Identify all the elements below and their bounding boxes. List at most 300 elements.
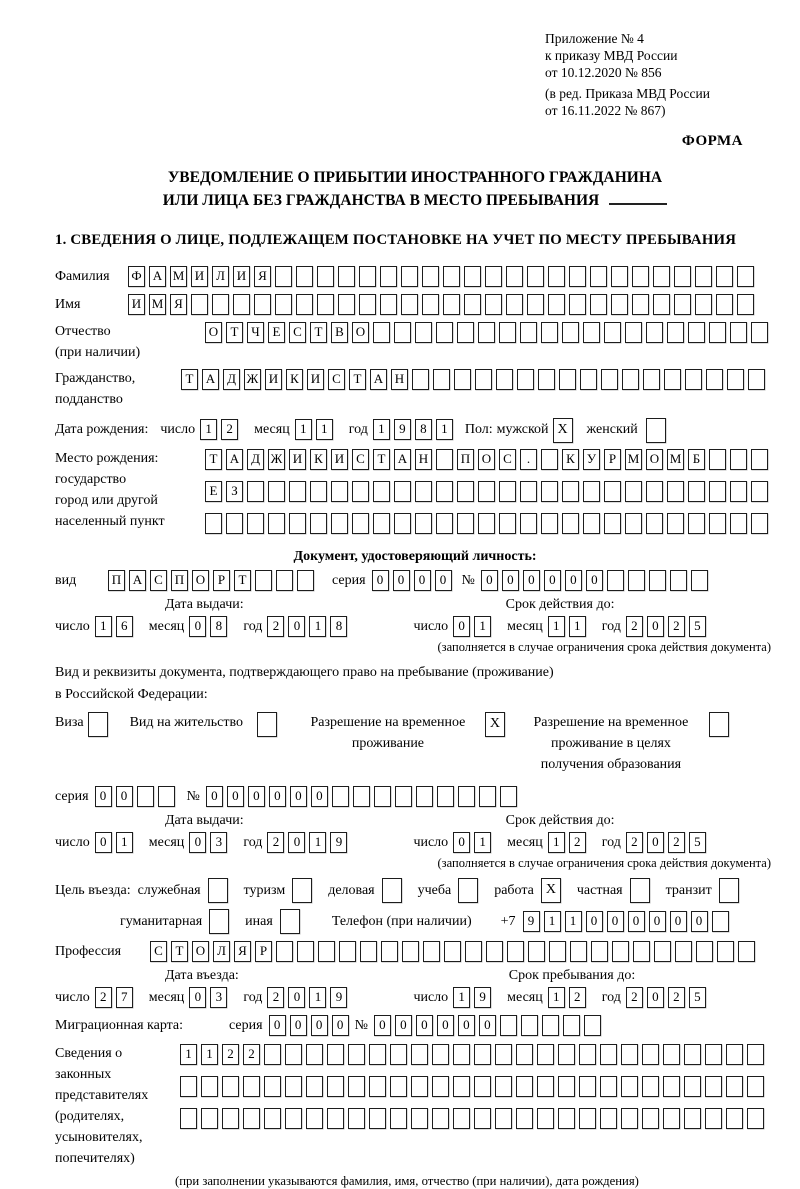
form-cell[interactable]: М bbox=[149, 294, 166, 315]
form-cell[interactable] bbox=[297, 941, 314, 962]
form-cell[interactable] bbox=[621, 1076, 638, 1097]
form-cell[interactable] bbox=[642, 1108, 659, 1129]
form-cell[interactable]: 0 bbox=[290, 786, 307, 807]
form-cell[interactable] bbox=[359, 266, 376, 287]
form-cell[interactable]: 0 bbox=[453, 832, 470, 853]
form-cell[interactable] bbox=[558, 1044, 575, 1065]
residence-expiry-year-input[interactable] bbox=[626, 831, 710, 854]
form-cell[interactable] bbox=[579, 1044, 596, 1065]
form-cell[interactable]: О bbox=[192, 941, 209, 962]
form-cell[interactable] bbox=[352, 481, 369, 502]
form-cell[interactable] bbox=[226, 513, 243, 534]
form-cell[interactable] bbox=[443, 266, 460, 287]
form-cell[interactable]: П bbox=[457, 449, 474, 470]
doc-series-input[interactable] bbox=[372, 569, 456, 592]
form-cell[interactable]: Я bbox=[170, 294, 187, 315]
form-cell[interactable] bbox=[562, 513, 579, 534]
given-name-input[interactable] bbox=[128, 293, 758, 316]
form-cell[interactable]: 0 bbox=[206, 786, 223, 807]
form-cell[interactable] bbox=[479, 786, 496, 807]
form-cell[interactable] bbox=[457, 513, 474, 534]
form-cell[interactable]: С bbox=[289, 322, 306, 343]
form-cell[interactable]: 0 bbox=[523, 570, 540, 591]
form-cell[interactable]: 3 bbox=[210, 832, 227, 853]
form-cell[interactable]: 1 bbox=[436, 419, 453, 440]
form-cell[interactable]: Т bbox=[226, 322, 243, 343]
form-cell[interactable] bbox=[579, 1108, 596, 1129]
form-cell[interactable] bbox=[604, 322, 621, 343]
form-cell[interactable] bbox=[717, 941, 734, 962]
form-cell[interactable] bbox=[88, 712, 108, 737]
form-cell[interactable] bbox=[443, 294, 460, 315]
form-cell[interactable]: 0 bbox=[435, 570, 452, 591]
form-cell[interactable]: 0 bbox=[586, 570, 603, 591]
form-cell[interactable]: 0 bbox=[288, 987, 305, 1008]
form-cell[interactable] bbox=[436, 449, 453, 470]
form-cell[interactable] bbox=[569, 266, 586, 287]
form-cell[interactable] bbox=[654, 941, 671, 962]
form-cell[interactable]: 1 bbox=[316, 419, 333, 440]
form-cell[interactable] bbox=[667, 481, 684, 502]
representatives-line1-input[interactable] bbox=[180, 1043, 768, 1066]
form-cell[interactable] bbox=[712, 911, 729, 932]
form-cell[interactable]: 0 bbox=[227, 786, 244, 807]
form-cell[interactable] bbox=[663, 1108, 680, 1129]
form-cell[interactable] bbox=[541, 481, 558, 502]
form-cell[interactable]: Н bbox=[415, 449, 432, 470]
form-cell[interactable] bbox=[268, 513, 285, 534]
form-cell[interactable] bbox=[436, 513, 453, 534]
form-cell[interactable] bbox=[373, 322, 390, 343]
form-cell[interactable]: 0 bbox=[586, 911, 603, 932]
form-cell[interactable]: 0 bbox=[269, 1015, 286, 1036]
form-cell[interactable]: 0 bbox=[311, 1015, 328, 1036]
form-cell[interactable]: С bbox=[150, 570, 167, 591]
form-cell[interactable] bbox=[411, 1076, 428, 1097]
form-cell[interactable] bbox=[583, 322, 600, 343]
form-cell[interactable] bbox=[306, 1076, 323, 1097]
entry-year-input[interactable] bbox=[267, 986, 351, 1009]
form-cell[interactable]: 0 bbox=[607, 911, 624, 932]
form-cell[interactable]: Л bbox=[213, 941, 230, 962]
form-cell[interactable]: 0 bbox=[189, 616, 206, 637]
form-cell[interactable]: 2 bbox=[95, 987, 112, 1008]
form-cell[interactable] bbox=[705, 1076, 722, 1097]
form-cell[interactable] bbox=[549, 941, 566, 962]
form-cell[interactable] bbox=[674, 294, 691, 315]
form-cell[interactable]: 7 bbox=[116, 987, 133, 1008]
form-cell[interactable] bbox=[611, 294, 628, 315]
form-cell[interactable]: 1 bbox=[474, 616, 491, 637]
form-cell[interactable] bbox=[630, 878, 650, 903]
form-cell[interactable] bbox=[695, 294, 712, 315]
form-cell[interactable]: 1 bbox=[201, 1044, 218, 1065]
form-cell[interactable] bbox=[360, 941, 377, 962]
form-cell[interactable] bbox=[437, 786, 454, 807]
form-cell[interactable] bbox=[264, 1044, 281, 1065]
form-cell[interactable] bbox=[317, 266, 334, 287]
form-cell[interactable] bbox=[369, 1076, 386, 1097]
form-cell[interactable] bbox=[411, 1044, 428, 1065]
form-cell[interactable]: 0 bbox=[628, 911, 645, 932]
form-cell[interactable] bbox=[747, 1044, 764, 1065]
form-cell[interactable] bbox=[516, 1044, 533, 1065]
form-cell[interactable] bbox=[663, 1076, 680, 1097]
form-cell[interactable]: И bbox=[191, 266, 208, 287]
form-cell[interactable] bbox=[495, 1044, 512, 1065]
form-cell[interactable]: 0 bbox=[95, 786, 112, 807]
form-cell[interactable]: 0 bbox=[290, 1015, 307, 1036]
form-cell[interactable] bbox=[331, 513, 348, 534]
residence-issue-day-input[interactable] bbox=[95, 831, 137, 854]
form-cell[interactable] bbox=[432, 1044, 449, 1065]
form-cell[interactable] bbox=[474, 1044, 491, 1065]
form-cell[interactable] bbox=[254, 294, 271, 315]
form-cell[interactable]: М bbox=[625, 449, 642, 470]
form-cell[interactable] bbox=[205, 513, 222, 534]
form-cell[interactable] bbox=[458, 786, 475, 807]
temp-residence-checkbox[interactable] bbox=[485, 712, 509, 737]
form-cell[interactable]: М bbox=[170, 266, 187, 287]
form-cell[interactable]: 9 bbox=[330, 832, 347, 853]
issue-month-input[interactable] bbox=[189, 615, 231, 638]
form-cell[interactable]: Р bbox=[255, 941, 272, 962]
form-cell[interactable] bbox=[401, 294, 418, 315]
form-cell[interactable] bbox=[191, 294, 208, 315]
form-cell[interactable] bbox=[276, 941, 293, 962]
form-cell[interactable]: И bbox=[265, 369, 282, 390]
form-cell[interactable] bbox=[422, 266, 439, 287]
form-cell[interactable]: 0 bbox=[458, 1015, 475, 1036]
form-cell[interactable] bbox=[495, 1108, 512, 1129]
form-cell[interactable] bbox=[475, 369, 492, 390]
form-cell[interactable]: Т bbox=[310, 322, 327, 343]
form-cell[interactable] bbox=[380, 266, 397, 287]
form-cell[interactable] bbox=[688, 322, 705, 343]
form-cell[interactable] bbox=[642, 1076, 659, 1097]
form-cell[interactable] bbox=[695, 266, 712, 287]
form-cell[interactable] bbox=[390, 1044, 407, 1065]
form-cell[interactable]: И bbox=[128, 294, 145, 315]
form-cell[interactable] bbox=[201, 1108, 218, 1129]
form-cell[interactable] bbox=[416, 786, 433, 807]
stay-month-input[interactable] bbox=[548, 986, 590, 1009]
form-cell[interactable]: 1 bbox=[309, 616, 326, 637]
form-cell[interactable] bbox=[264, 1076, 281, 1097]
form-cell[interactable] bbox=[373, 513, 390, 534]
form-cell[interactable] bbox=[465, 941, 482, 962]
form-cell[interactable] bbox=[412, 369, 429, 390]
surname-input[interactable] bbox=[128, 265, 758, 288]
form-cell[interactable]: Л bbox=[212, 266, 229, 287]
form-cell[interactable] bbox=[705, 1108, 722, 1129]
form-cell[interactable]: 0 bbox=[647, 616, 664, 637]
purpose-study-checkbox[interactable] bbox=[458, 878, 482, 903]
form-cell[interactable] bbox=[478, 481, 495, 502]
form-cell[interactable]: И bbox=[331, 449, 348, 470]
form-cell[interactable] bbox=[209, 909, 229, 934]
expiry-year-input[interactable] bbox=[626, 615, 710, 638]
form-cell[interactable]: 1 bbox=[95, 616, 112, 637]
form-cell[interactable]: 2 bbox=[569, 832, 586, 853]
form-cell[interactable] bbox=[548, 266, 565, 287]
birth-place-line3-input[interactable] bbox=[205, 512, 772, 535]
form-cell[interactable] bbox=[751, 481, 768, 502]
form-cell[interactable] bbox=[415, 513, 432, 534]
form-cell[interactable]: 0 bbox=[332, 1015, 349, 1036]
form-cell[interactable]: Ф bbox=[128, 266, 145, 287]
form-cell[interactable]: Ж bbox=[244, 369, 261, 390]
form-cell[interactable] bbox=[528, 941, 545, 962]
form-cell[interactable] bbox=[373, 481, 390, 502]
form-cell[interactable] bbox=[276, 570, 293, 591]
purpose-transit-checkbox[interactable] bbox=[719, 878, 743, 903]
form-cell[interactable] bbox=[457, 481, 474, 502]
form-cell[interactable] bbox=[527, 294, 544, 315]
form-cell[interactable]: Ж bbox=[268, 449, 285, 470]
form-cell[interactable] bbox=[280, 909, 300, 934]
form-cell[interactable] bbox=[310, 513, 327, 534]
form-cell[interactable]: 1 bbox=[548, 616, 565, 637]
form-cell[interactable]: 1 bbox=[565, 911, 582, 932]
birth-place-line1-input[interactable] bbox=[205, 448, 772, 471]
form-cell[interactable] bbox=[726, 1108, 743, 1129]
form-cell[interactable] bbox=[499, 481, 516, 502]
form-cell[interactable]: 0 bbox=[189, 832, 206, 853]
form-cell[interactable]: 1 bbox=[569, 616, 586, 637]
form-cell[interactable] bbox=[516, 1076, 533, 1097]
residence-number-input[interactable] bbox=[206, 785, 521, 808]
form-cell[interactable] bbox=[730, 322, 747, 343]
form-cell[interactable] bbox=[401, 266, 418, 287]
form-cell[interactable] bbox=[369, 1044, 386, 1065]
form-cell[interactable]: А bbox=[149, 266, 166, 287]
form-cell[interactable]: О bbox=[478, 449, 495, 470]
form-cell[interactable] bbox=[208, 878, 228, 903]
form-cell[interactable]: 9 bbox=[394, 419, 411, 440]
form-cell[interactable] bbox=[395, 786, 412, 807]
form-cell[interactable]: 0 bbox=[649, 911, 666, 932]
form-cell[interactable] bbox=[625, 322, 642, 343]
form-cell[interactable] bbox=[537, 1076, 554, 1097]
form-cell[interactable]: С bbox=[499, 449, 516, 470]
form-cell[interactable] bbox=[422, 294, 439, 315]
form-cell[interactable] bbox=[474, 1076, 491, 1097]
form-cell[interactable]: А bbox=[394, 449, 411, 470]
form-cell[interactable] bbox=[621, 1108, 638, 1129]
migration-number-input[interactable] bbox=[374, 1014, 605, 1037]
form-cell[interactable] bbox=[506, 294, 523, 315]
form-cell[interactable] bbox=[653, 266, 670, 287]
form-cell[interactable] bbox=[233, 294, 250, 315]
form-cell[interactable]: О bbox=[205, 322, 222, 343]
purpose-tourism-checkbox[interactable] bbox=[292, 878, 316, 903]
form-cell[interactable]: 2 bbox=[267, 616, 284, 637]
form-cell[interactable] bbox=[201, 1076, 218, 1097]
form-cell[interactable] bbox=[464, 294, 481, 315]
form-cell[interactable] bbox=[670, 570, 687, 591]
form-cell[interactable] bbox=[436, 481, 453, 502]
form-cell[interactable]: А bbox=[370, 369, 387, 390]
form-cell[interactable]: К bbox=[310, 449, 327, 470]
form-cell[interactable] bbox=[415, 322, 432, 343]
form-cell[interactable]: 0 bbox=[502, 570, 519, 591]
form-cell[interactable] bbox=[691, 570, 708, 591]
form-cell[interactable] bbox=[709, 513, 726, 534]
form-cell[interactable]: 8 bbox=[330, 616, 347, 637]
form-cell[interactable] bbox=[747, 1076, 764, 1097]
form-cell[interactable]: 0 bbox=[414, 570, 431, 591]
form-cell[interactable]: 1 bbox=[544, 911, 561, 932]
form-cell[interactable]: Б bbox=[688, 449, 705, 470]
form-cell[interactable] bbox=[500, 786, 517, 807]
form-cell[interactable] bbox=[628, 570, 645, 591]
form-cell[interactable]: 0 bbox=[437, 1015, 454, 1036]
form-cell[interactable] bbox=[748, 369, 765, 390]
issue-day-input[interactable] bbox=[95, 615, 137, 638]
form-cell[interactable] bbox=[580, 369, 597, 390]
form-cell[interactable]: 1 bbox=[548, 987, 565, 1008]
form-cell[interactable] bbox=[496, 369, 513, 390]
form-cell[interactable] bbox=[738, 941, 755, 962]
form-cell[interactable] bbox=[374, 786, 391, 807]
form-cell[interactable] bbox=[394, 322, 411, 343]
form-cell[interactable] bbox=[306, 1108, 323, 1129]
form-cell[interactable] bbox=[633, 941, 650, 962]
form-cell[interactable] bbox=[716, 266, 733, 287]
form-cell[interactable] bbox=[517, 369, 534, 390]
form-cell[interactable]: 0 bbox=[544, 570, 561, 591]
form-cell[interactable]: 1 bbox=[309, 832, 326, 853]
form-cell[interactable]: Я bbox=[254, 266, 271, 287]
form-cell[interactable] bbox=[289, 513, 306, 534]
form-cell[interactable]: 1 bbox=[548, 832, 565, 853]
form-cell[interactable] bbox=[247, 513, 264, 534]
form-cell[interactable] bbox=[521, 1015, 538, 1036]
form-cell[interactable] bbox=[285, 1044, 302, 1065]
form-cell[interactable] bbox=[516, 1108, 533, 1129]
form-cell[interactable] bbox=[709, 481, 726, 502]
form-cell[interactable] bbox=[562, 322, 579, 343]
form-cell[interactable] bbox=[646, 481, 663, 502]
form-cell[interactable] bbox=[478, 322, 495, 343]
form-cell[interactable] bbox=[601, 369, 618, 390]
form-cell[interactable]: 0 bbox=[395, 1015, 412, 1036]
form-cell[interactable] bbox=[688, 481, 705, 502]
form-cell[interactable]: 2 bbox=[221, 419, 238, 440]
form-cell[interactable] bbox=[275, 294, 292, 315]
form-cell[interactable] bbox=[747, 1108, 764, 1129]
form-cell[interactable]: 5 bbox=[689, 616, 706, 637]
form-cell[interactable] bbox=[296, 294, 313, 315]
form-cell[interactable]: 9 bbox=[330, 987, 347, 1008]
form-cell[interactable] bbox=[558, 1108, 575, 1129]
form-cell[interactable] bbox=[296, 266, 313, 287]
form-cell[interactable] bbox=[453, 1076, 470, 1097]
form-cell[interactable] bbox=[751, 513, 768, 534]
form-cell[interactable] bbox=[390, 1108, 407, 1129]
form-cell[interactable]: Т bbox=[349, 369, 366, 390]
form-cell[interactable]: 1 bbox=[116, 832, 133, 853]
form-cell[interactable] bbox=[537, 1108, 554, 1129]
form-cell[interactable] bbox=[705, 1044, 722, 1065]
form-cell[interactable] bbox=[611, 266, 628, 287]
form-cell[interactable]: 0 bbox=[374, 1015, 391, 1036]
form-cell[interactable]: О bbox=[192, 570, 209, 591]
form-cell[interactable] bbox=[369, 1108, 386, 1129]
form-cell[interactable] bbox=[684, 1108, 701, 1129]
form-cell[interactable] bbox=[458, 878, 478, 903]
form-cell[interactable]: 2 bbox=[243, 1044, 260, 1065]
form-cell[interactable]: 2 bbox=[668, 987, 685, 1008]
form-cell[interactable]: И bbox=[307, 369, 324, 390]
form-cell[interactable] bbox=[158, 786, 175, 807]
residence-issue-month-input[interactable] bbox=[189, 831, 231, 854]
form-cell[interactable]: 2 bbox=[267, 832, 284, 853]
form-cell[interactable] bbox=[381, 941, 398, 962]
form-cell[interactable] bbox=[180, 1108, 197, 1129]
form-cell[interactable] bbox=[667, 513, 684, 534]
form-cell[interactable] bbox=[604, 513, 621, 534]
form-cell[interactable]: X bbox=[541, 878, 561, 903]
birth-year-input[interactable] bbox=[373, 418, 457, 441]
form-cell[interactable] bbox=[348, 1108, 365, 1129]
form-cell[interactable] bbox=[257, 712, 277, 737]
form-cell[interactable]: Д bbox=[223, 369, 240, 390]
form-cell[interactable] bbox=[558, 1076, 575, 1097]
purpose-humanitarian-checkbox[interactable] bbox=[209, 909, 233, 934]
form-cell[interactable] bbox=[607, 570, 624, 591]
form-cell[interactable]: О bbox=[646, 449, 663, 470]
form-cell[interactable] bbox=[520, 513, 537, 534]
form-cell[interactable] bbox=[310, 481, 327, 502]
form-cell[interactable] bbox=[222, 1076, 239, 1097]
form-cell[interactable] bbox=[600, 1076, 617, 1097]
form-cell[interactable] bbox=[348, 1044, 365, 1065]
representatives-line2-input[interactable] bbox=[180, 1075, 768, 1098]
form-cell[interactable]: 0 bbox=[393, 570, 410, 591]
form-cell[interactable] bbox=[569, 294, 586, 315]
sex-female-checkbox[interactable] bbox=[646, 418, 670, 443]
form-cell[interactable] bbox=[643, 369, 660, 390]
form-cell[interactable] bbox=[444, 941, 461, 962]
form-cell[interactable] bbox=[604, 481, 621, 502]
form-cell[interactable] bbox=[432, 1108, 449, 1129]
form-cell[interactable] bbox=[579, 1076, 596, 1097]
form-cell[interactable] bbox=[751, 322, 768, 343]
form-cell[interactable]: С bbox=[352, 449, 369, 470]
form-cell[interactable]: 0 bbox=[565, 570, 582, 591]
form-cell[interactable]: С bbox=[328, 369, 345, 390]
form-cell[interactable] bbox=[457, 322, 474, 343]
form-cell[interactable] bbox=[520, 481, 537, 502]
residence-permit-checkbox[interactable] bbox=[257, 712, 281, 737]
form-cell[interactable] bbox=[538, 369, 555, 390]
form-cell[interactable] bbox=[332, 786, 349, 807]
form-cell[interactable] bbox=[327, 1076, 344, 1097]
form-cell[interactable]: 1 bbox=[295, 419, 312, 440]
form-cell[interactable] bbox=[359, 294, 376, 315]
form-cell[interactable]: С bbox=[150, 941, 167, 962]
form-cell[interactable] bbox=[180, 1076, 197, 1097]
form-cell[interactable] bbox=[432, 1076, 449, 1097]
form-cell[interactable]: 3 bbox=[210, 987, 227, 1008]
form-cell[interactable]: Ч bbox=[247, 322, 264, 343]
form-cell[interactable]: А bbox=[202, 369, 219, 390]
form-cell[interactable]: 1 bbox=[474, 832, 491, 853]
form-cell[interactable] bbox=[737, 266, 754, 287]
form-cell[interactable]: 0 bbox=[288, 832, 305, 853]
